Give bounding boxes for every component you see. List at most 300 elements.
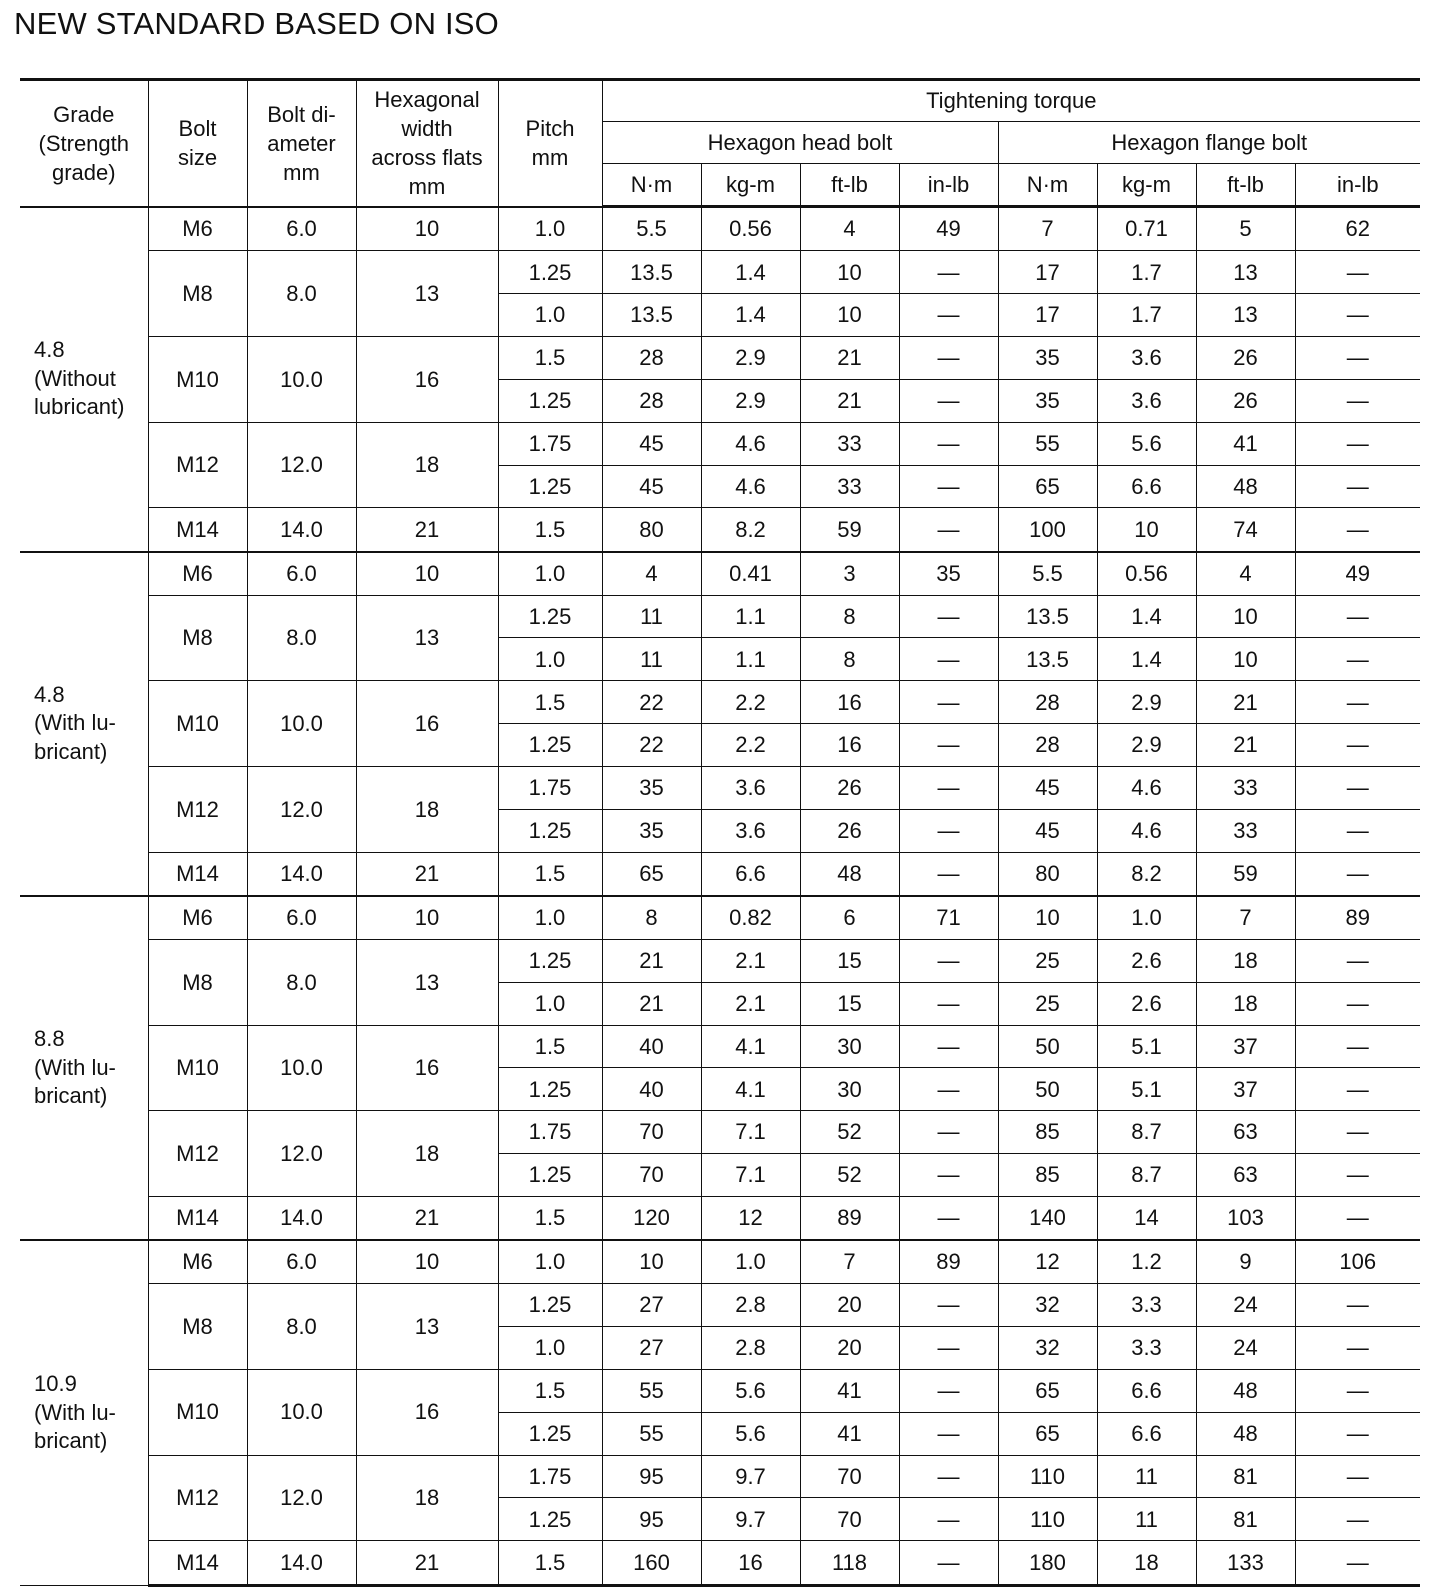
torque-head-nm-cell: 22 — [602, 724, 701, 767]
torque-flange-inlb-cell: — — [1295, 508, 1420, 552]
torque-flange-ftlb-cell: 48 — [1196, 1369, 1295, 1412]
torque-flange-nm-cell: 140 — [998, 1196, 1097, 1240]
torque-head-kgm-cell: 2.2 — [701, 724, 800, 767]
torque-head-kgm-cell: 5.6 — [701, 1369, 800, 1412]
torque-flange-kgm-cell: 6.6 — [1097, 1412, 1196, 1455]
torque-head-ftlb-cell: 52 — [800, 1111, 899, 1154]
torque-flange-inlb-cell: — — [1295, 1412, 1420, 1455]
torque-head-kgm-cell: 2.1 — [701, 939, 800, 982]
bolt-size-cell: M6 — [148, 896, 247, 940]
torque-head-nm-cell: 45 — [602, 465, 701, 508]
table-row — [20, 1455, 1420, 1498]
torque-flange-inlb-cell: — — [1295, 1327, 1420, 1370]
torque-head-inlb-cell: — — [899, 1327, 998, 1370]
torque-flange-nm-cell: 110 — [998, 1498, 1097, 1541]
torque-head-ftlb-cell: 4 — [800, 207, 899, 251]
table-row — [20, 1111, 1420, 1154]
bolt-size-cell: M8 — [148, 939, 247, 1025]
torque-flange-inlb-cell: — — [1295, 939, 1420, 982]
bolt-diameter-cell: 6.0 — [247, 896, 356, 940]
bolt-diameter-cell: 10.0 — [247, 1025, 356, 1111]
torque-head-ftlb-cell: 118 — [800, 1541, 899, 1586]
hex-width-cell: 16 — [356, 681, 498, 767]
torque-head-ftlb-cell: 52 — [800, 1154, 899, 1197]
header-unit-flange-kgm: kg-m — [1097, 164, 1196, 207]
torque-head-nm-cell: 120 — [602, 1196, 701, 1240]
torque-flange-kgm-cell: 1.4 — [1097, 638, 1196, 681]
torque-flange-ftlb-cell: 10 — [1196, 595, 1295, 638]
pitch-cell: 1.0 — [498, 552, 602, 596]
table-row — [20, 1025, 1420, 1068]
torque-head-kgm-cell: 1.4 — [701, 294, 800, 337]
torque-flange-nm-cell: 65 — [998, 465, 1097, 508]
torque-flange-kgm-cell: 14 — [1097, 1196, 1196, 1240]
torque-head-ftlb-cell: 70 — [800, 1455, 899, 1498]
torque-head-ftlb-cell: 20 — [800, 1284, 899, 1327]
pitch-cell: 1.0 — [498, 294, 602, 337]
torque-flange-inlb-cell: — — [1295, 1068, 1420, 1111]
header-unit-head-inlb: in-lb — [899, 164, 998, 207]
torque-head-nm-cell: 27 — [602, 1327, 701, 1370]
torque-head-nm-cell: 4 — [602, 552, 701, 596]
torque-flange-nm-cell: 45 — [998, 809, 1097, 852]
torque-flange-inlb-cell: — — [1295, 1455, 1420, 1498]
torque-flange-inlb-cell: — — [1295, 1284, 1420, 1327]
header-bolt-size: Bolt size — [148, 80, 247, 207]
torque-flange-ftlb-cell: 33 — [1196, 809, 1295, 852]
torque-flange-kgm-cell: 1.4 — [1097, 595, 1196, 638]
torque-head-ftlb-cell: 3 — [800, 552, 899, 596]
pitch-cell: 1.0 — [498, 982, 602, 1025]
bolt-size-cell: M14 — [148, 1541, 247, 1586]
torque-flange-kgm-cell: 10 — [1097, 508, 1196, 552]
torque-head-inlb-cell: — — [899, 724, 998, 767]
torque-flange-kgm-cell: 0.56 — [1097, 552, 1196, 596]
torque-head-nm-cell: 13.5 — [602, 294, 701, 337]
grade-cell: 8.8 (With lu- bricant) — [20, 896, 148, 1240]
pitch-cell: 1.0 — [498, 1327, 602, 1370]
hex-width-cell: 10 — [356, 896, 498, 940]
torque-flange-ftlb-cell: 41 — [1196, 422, 1295, 465]
torque-flange-ftlb-cell: 7 — [1196, 896, 1295, 940]
torque-head-ftlb-cell: 33 — [800, 465, 899, 508]
torque-head-kgm-cell: 4.6 — [701, 422, 800, 465]
pitch-cell: 1.25 — [498, 465, 602, 508]
torque-flange-ftlb-cell: 13 — [1196, 251, 1295, 294]
table-row — [20, 681, 1420, 724]
hex-width-cell: 13 — [356, 939, 498, 1025]
torque-head-kgm-cell: 2.9 — [701, 337, 800, 380]
bolt-size-cell: M10 — [148, 337, 247, 423]
bolt-size-cell: M6 — [148, 1240, 247, 1284]
header-pitch: Pitch mm — [498, 80, 602, 207]
torque-head-kgm-cell: 7.1 — [701, 1111, 800, 1154]
torque-head-ftlb-cell: 89 — [800, 1196, 899, 1240]
torque-flange-kgm-cell: 2.6 — [1097, 939, 1196, 982]
torque-head-nm-cell: 10 — [602, 1240, 701, 1284]
bolt-diameter-cell: 12.0 — [247, 422, 356, 508]
torque-flange-inlb-cell: — — [1295, 809, 1420, 852]
torque-head-inlb-cell: — — [899, 638, 998, 681]
torque-flange-ftlb-cell: 63 — [1196, 1111, 1295, 1154]
torque-head-kgm-cell: 9.7 — [701, 1455, 800, 1498]
torque-head-kgm-cell: 2.8 — [701, 1284, 800, 1327]
torque-flange-nm-cell: 55 — [998, 422, 1097, 465]
torque-flange-inlb-cell: — — [1295, 767, 1420, 810]
header-hex-flange-bolt: Hexagon flange bolt — [998, 122, 1420, 164]
pitch-cell: 1.5 — [498, 681, 602, 724]
torque-flange-ftlb-cell: 21 — [1196, 724, 1295, 767]
torque-head-kgm-cell: 0.82 — [701, 896, 800, 940]
torque-flange-nm-cell: 45 — [998, 767, 1097, 810]
pitch-cell: 1.25 — [498, 939, 602, 982]
table-row — [20, 939, 1420, 982]
torque-head-kgm-cell: 3.6 — [701, 767, 800, 810]
torque-flange-ftlb-cell: 10 — [1196, 638, 1295, 681]
header-unit-head-kgm: kg-m — [701, 164, 800, 207]
header-hex-width: Hexagonal width across flats mm — [356, 80, 498, 207]
table-row — [20, 1369, 1420, 1412]
hex-width-cell: 13 — [356, 595, 498, 681]
torque-head-nm-cell: 40 — [602, 1068, 701, 1111]
torque-flange-nm-cell: 25 — [998, 982, 1097, 1025]
torque-head-inlb-cell: — — [899, 337, 998, 380]
bolt-diameter-cell: 14.0 — [247, 852, 356, 896]
torque-head-inlb-cell: — — [899, 1369, 998, 1412]
torque-head-inlb-cell: — — [899, 251, 998, 294]
pitch-cell: 1.5 — [498, 1541, 602, 1586]
bolt-diameter-cell: 6.0 — [247, 1240, 356, 1284]
torque-head-nm-cell: 8 — [602, 896, 701, 940]
bolt-size-cell: M6 — [148, 552, 247, 596]
header-unit-head-nm: N·m — [602, 164, 701, 207]
bolt-size-cell: M14 — [148, 1196, 247, 1240]
hex-width-cell: 21 — [356, 852, 498, 896]
torque-head-nm-cell: 95 — [602, 1498, 701, 1541]
torque-head-inlb-cell: — — [899, 1412, 998, 1455]
header-unit-flange-inlb: in-lb — [1295, 164, 1420, 207]
bolt-diameter-cell: 8.0 — [247, 1284, 356, 1370]
torque-flange-ftlb-cell: 74 — [1196, 508, 1295, 552]
torque-head-ftlb-cell: 15 — [800, 982, 899, 1025]
hex-width-cell: 21 — [356, 508, 498, 552]
torque-flange-kgm-cell: 5.6 — [1097, 422, 1196, 465]
torque-flange-inlb-cell: — — [1295, 465, 1420, 508]
bolt-diameter-cell: 10.0 — [247, 337, 356, 423]
torque-flange-inlb-cell: — — [1295, 1196, 1420, 1240]
pitch-cell: 1.75 — [498, 422, 602, 465]
torque-flange-ftlb-cell: 48 — [1196, 465, 1295, 508]
torque-head-nm-cell: 11 — [602, 595, 701, 638]
pitch-cell: 1.25 — [498, 1284, 602, 1327]
torque-head-inlb-cell: — — [899, 939, 998, 982]
hex-width-cell: 18 — [356, 1111, 498, 1197]
torque-flange-nm-cell: 85 — [998, 1154, 1097, 1197]
torque-flange-nm-cell: 50 — [998, 1068, 1097, 1111]
torque-flange-kgm-cell: 1.2 — [1097, 1240, 1196, 1284]
grade-cell: 10.9 (With lu- bricant) — [20, 1240, 148, 1585]
torque-head-inlb-cell: — — [899, 1068, 998, 1111]
torque-flange-kgm-cell: 4.6 — [1097, 767, 1196, 810]
torque-flange-nm-cell: 5.5 — [998, 552, 1097, 596]
torque-flange-nm-cell: 65 — [998, 1369, 1097, 1412]
torque-flange-kgm-cell: 3.6 — [1097, 379, 1196, 422]
torque-head-nm-cell: 28 — [602, 379, 701, 422]
torque-head-kgm-cell: 12 — [701, 1196, 800, 1240]
bolt-size-cell: M10 — [148, 681, 247, 767]
torque-flange-kgm-cell: 3.3 — [1097, 1284, 1196, 1327]
bolt-diameter-cell: 12.0 — [247, 1111, 356, 1197]
bolt-diameter-cell: 6.0 — [247, 207, 356, 251]
table-row — [20, 896, 1420, 940]
torque-head-kgm-cell: 2.1 — [701, 982, 800, 1025]
torque-flange-ftlb-cell: 133 — [1196, 1541, 1295, 1586]
torque-head-inlb-cell: — — [899, 508, 998, 552]
pitch-cell: 1.5 — [498, 337, 602, 380]
torque-flange-inlb-cell: 106 — [1295, 1240, 1420, 1284]
torque-flange-inlb-cell: — — [1295, 1369, 1420, 1412]
torque-head-nm-cell: 160 — [602, 1541, 701, 1586]
pitch-cell: 1.5 — [498, 1369, 602, 1412]
torque-head-inlb-cell: 49 — [899, 207, 998, 251]
torque-flange-inlb-cell: — — [1295, 1541, 1420, 1586]
torque-flange-nm-cell: 35 — [998, 337, 1097, 380]
torque-head-ftlb-cell: 20 — [800, 1327, 899, 1370]
hex-width-cell: 13 — [356, 251, 498, 337]
torque-head-nm-cell: 28 — [602, 337, 701, 380]
torque-head-kgm-cell: 4.1 — [701, 1025, 800, 1068]
torque-flange-inlb-cell: 62 — [1295, 207, 1420, 251]
torque-head-kgm-cell: 3.6 — [701, 809, 800, 852]
torque-flange-kgm-cell: 6.6 — [1097, 465, 1196, 508]
torque-flange-kgm-cell: 2.9 — [1097, 724, 1196, 767]
torque-flange-ftlb-cell: 37 — [1196, 1068, 1295, 1111]
torque-head-kgm-cell: 1.1 — [701, 638, 800, 681]
torque-head-nm-cell: 70 — [602, 1154, 701, 1197]
torque-flange-kgm-cell: 8.7 — [1097, 1111, 1196, 1154]
torque-head-ftlb-cell: 48 — [800, 852, 899, 896]
torque-head-inlb-cell: — — [899, 1154, 998, 1197]
torque-flange-inlb-cell: 49 — [1295, 552, 1420, 596]
hex-width-cell: 16 — [356, 337, 498, 423]
torque-flange-nm-cell: 10 — [998, 896, 1097, 940]
torque-head-inlb-cell: — — [899, 1498, 998, 1541]
torque-head-inlb-cell: — — [899, 465, 998, 508]
torque-flange-inlb-cell: — — [1295, 251, 1420, 294]
pitch-cell: 1.25 — [498, 809, 602, 852]
torque-flange-ftlb-cell: 18 — [1196, 939, 1295, 982]
pitch-cell: 1.75 — [498, 767, 602, 810]
torque-flange-ftlb-cell: 81 — [1196, 1455, 1295, 1498]
torque-head-kgm-cell: 1.1 — [701, 595, 800, 638]
bolt-diameter-cell: 10.0 — [247, 1369, 356, 1455]
torque-flange-ftlb-cell: 13 — [1196, 294, 1295, 337]
torque-head-kgm-cell: 2.8 — [701, 1327, 800, 1370]
torque-head-inlb-cell: — — [899, 982, 998, 1025]
torque-flange-kgm-cell: 2.6 — [1097, 982, 1196, 1025]
torque-head-nm-cell: 27 — [602, 1284, 701, 1327]
hex-width-cell: 21 — [356, 1196, 498, 1240]
torque-flange-ftlb-cell: 81 — [1196, 1498, 1295, 1541]
torque-flange-inlb-cell: — — [1295, 379, 1420, 422]
torque-head-nm-cell: 80 — [602, 508, 701, 552]
torque-flange-ftlb-cell: 59 — [1196, 852, 1295, 896]
torque-head-inlb-cell: — — [899, 379, 998, 422]
table-row — [20, 207, 1420, 251]
torque-flange-ftlb-cell: 24 — [1196, 1284, 1295, 1327]
bolt-diameter-cell: 14.0 — [247, 1196, 356, 1240]
bolt-diameter-cell: 8.0 — [247, 595, 356, 681]
pitch-cell: 1.25 — [498, 1412, 602, 1455]
bolt-size-cell: M12 — [148, 1455, 247, 1541]
hex-width-cell: 16 — [356, 1369, 498, 1455]
torque-head-inlb-cell: — — [899, 1025, 998, 1068]
bolt-size-cell: M12 — [148, 1111, 247, 1197]
pitch-cell: 1.5 — [498, 852, 602, 896]
torque-flange-ftlb-cell: 4 — [1196, 552, 1295, 596]
table-row — [20, 767, 1420, 810]
torque-flange-ftlb-cell: 103 — [1196, 1196, 1295, 1240]
torque-head-nm-cell: 35 — [602, 809, 701, 852]
torque-head-ftlb-cell: 6 — [800, 896, 899, 940]
torque-flange-kgm-cell: 1.7 — [1097, 251, 1196, 294]
pitch-cell: 1.5 — [498, 508, 602, 552]
torque-flange-inlb-cell: — — [1295, 681, 1420, 724]
pitch-cell: 1.0 — [498, 638, 602, 681]
torque-head-kgm-cell: 2.9 — [701, 379, 800, 422]
bolt-size-cell: M8 — [148, 1284, 247, 1370]
bolt-diameter-cell: 8.0 — [247, 251, 356, 337]
pitch-cell: 1.25 — [498, 1068, 602, 1111]
torque-head-nm-cell: 70 — [602, 1111, 701, 1154]
torque-flange-nm-cell: 13.5 — [998, 638, 1097, 681]
torque-flange-nm-cell: 50 — [998, 1025, 1097, 1068]
table-row — [20, 1240, 1420, 1284]
torque-flange-ftlb-cell: 26 — [1196, 379, 1295, 422]
torque-head-nm-cell: 55 — [602, 1412, 701, 1455]
torque-head-kgm-cell: 2.2 — [701, 681, 800, 724]
torque-flange-inlb-cell: — — [1295, 1154, 1420, 1197]
torque-head-nm-cell: 13.5 — [602, 251, 701, 294]
torque-flange-kgm-cell: 5.1 — [1097, 1068, 1196, 1111]
bolt-diameter-cell: 12.0 — [247, 1455, 356, 1541]
torque-head-ftlb-cell: 59 — [800, 508, 899, 552]
hex-width-cell: 16 — [356, 1025, 498, 1111]
torque-flange-kgm-cell: 4.6 — [1097, 809, 1196, 852]
torque-flange-nm-cell: 32 — [998, 1327, 1097, 1370]
torque-flange-nm-cell: 80 — [998, 852, 1097, 896]
torque-flange-kgm-cell: 1.7 — [1097, 294, 1196, 337]
torque-head-inlb-cell: — — [899, 1455, 998, 1498]
header-hex-head-bolt: Hexagon head bolt — [602, 122, 998, 164]
torque-flange-inlb-cell: — — [1295, 337, 1420, 380]
torque-head-inlb-cell: — — [899, 1111, 998, 1154]
torque-head-kgm-cell: 7.1 — [701, 1154, 800, 1197]
torque-head-ftlb-cell: 21 — [800, 337, 899, 380]
torque-flange-inlb-cell: — — [1295, 724, 1420, 767]
hex-width-cell: 10 — [356, 552, 498, 596]
torque-flange-kgm-cell: 8.7 — [1097, 1154, 1196, 1197]
pitch-cell: 1.0 — [498, 896, 602, 940]
bolt-size-cell: M8 — [148, 251, 247, 337]
torque-head-nm-cell: 40 — [602, 1025, 701, 1068]
torque-head-ftlb-cell: 30 — [800, 1068, 899, 1111]
pitch-cell: 1.25 — [498, 1154, 602, 1197]
torque-flange-inlb-cell: — — [1295, 982, 1420, 1025]
torque-head-kgm-cell: 16 — [701, 1541, 800, 1586]
torque-flange-nm-cell: 12 — [998, 1240, 1097, 1284]
bolt-size-cell: M14 — [148, 852, 247, 896]
bolt-diameter-cell: 14.0 — [247, 508, 356, 552]
torque-head-ftlb-cell: 16 — [800, 681, 899, 724]
torque-flange-kgm-cell: 3.3 — [1097, 1327, 1196, 1370]
torque-head-nm-cell: 55 — [602, 1369, 701, 1412]
torque-head-nm-cell: 21 — [602, 982, 701, 1025]
torque-head-kgm-cell: 8.2 — [701, 508, 800, 552]
torque-flange-inlb-cell: 89 — [1295, 896, 1420, 940]
torque-head-kgm-cell: 1.0 — [701, 1240, 800, 1284]
bolt-size-cell: M12 — [148, 422, 247, 508]
pitch-cell: 1.5 — [498, 1025, 602, 1068]
torque-head-ftlb-cell: 8 — [800, 595, 899, 638]
torque-head-inlb-cell: 35 — [899, 552, 998, 596]
header-tightening-torque: Tightening torque — [602, 80, 1420, 122]
hex-width-cell: 18 — [356, 767, 498, 853]
page-title: NEW STANDARD BASED ON ISO — [14, 6, 499, 41]
torque-head-ftlb-cell: 33 — [800, 422, 899, 465]
torque-head-kgm-cell: 0.56 — [701, 207, 800, 251]
pitch-cell: 1.75 — [498, 1455, 602, 1498]
torque-head-kgm-cell: 6.6 — [701, 852, 800, 896]
torque-flange-inlb-cell: — — [1295, 638, 1420, 681]
bolt-size-cell: M10 — [148, 1369, 247, 1455]
torque-flange-ftlb-cell: 9 — [1196, 1240, 1295, 1284]
table-row — [20, 508, 1420, 552]
table-row — [20, 1284, 1420, 1327]
torque-head-ftlb-cell: 41 — [800, 1412, 899, 1455]
torque-head-inlb-cell: — — [899, 422, 998, 465]
pitch-cell: 1.5 — [498, 1196, 602, 1240]
bolt-diameter-cell: 8.0 — [247, 939, 356, 1025]
torque-flange-nm-cell: 13.5 — [998, 595, 1097, 638]
hex-width-cell: 10 — [356, 207, 498, 251]
torque-flange-ftlb-cell: 37 — [1196, 1025, 1295, 1068]
torque-flange-inlb-cell: — — [1295, 294, 1420, 337]
torque-flange-nm-cell: 7 — [998, 207, 1097, 251]
torque-head-ftlb-cell: 10 — [800, 294, 899, 337]
header-unit-flange-nm: N·m — [998, 164, 1097, 207]
torque-head-kgm-cell: 0.41 — [701, 552, 800, 596]
torque-head-inlb-cell: — — [899, 1196, 998, 1240]
torque-head-kgm-cell: 1.4 — [701, 251, 800, 294]
torque-head-ftlb-cell: 8 — [800, 638, 899, 681]
torque-flange-nm-cell: 17 — [998, 294, 1097, 337]
torque-head-ftlb-cell: 30 — [800, 1025, 899, 1068]
torque-head-inlb-cell: 89 — [899, 1240, 998, 1284]
torque-flange-inlb-cell: — — [1295, 422, 1420, 465]
torque-flange-kgm-cell: 11 — [1097, 1498, 1196, 1541]
torque-head-inlb-cell: — — [899, 767, 998, 810]
torque-head-ftlb-cell: 10 — [800, 251, 899, 294]
torque-head-kgm-cell: 4.1 — [701, 1068, 800, 1111]
torque-flange-nm-cell: 100 — [998, 508, 1097, 552]
torque-head-inlb-cell: — — [899, 1284, 998, 1327]
bolt-size-cell: M14 — [148, 508, 247, 552]
torque-flange-nm-cell: 28 — [998, 724, 1097, 767]
hex-width-cell: 10 — [356, 1240, 498, 1284]
torque-flange-kgm-cell: 3.6 — [1097, 337, 1196, 380]
bolt-size-cell: M6 — [148, 207, 247, 251]
